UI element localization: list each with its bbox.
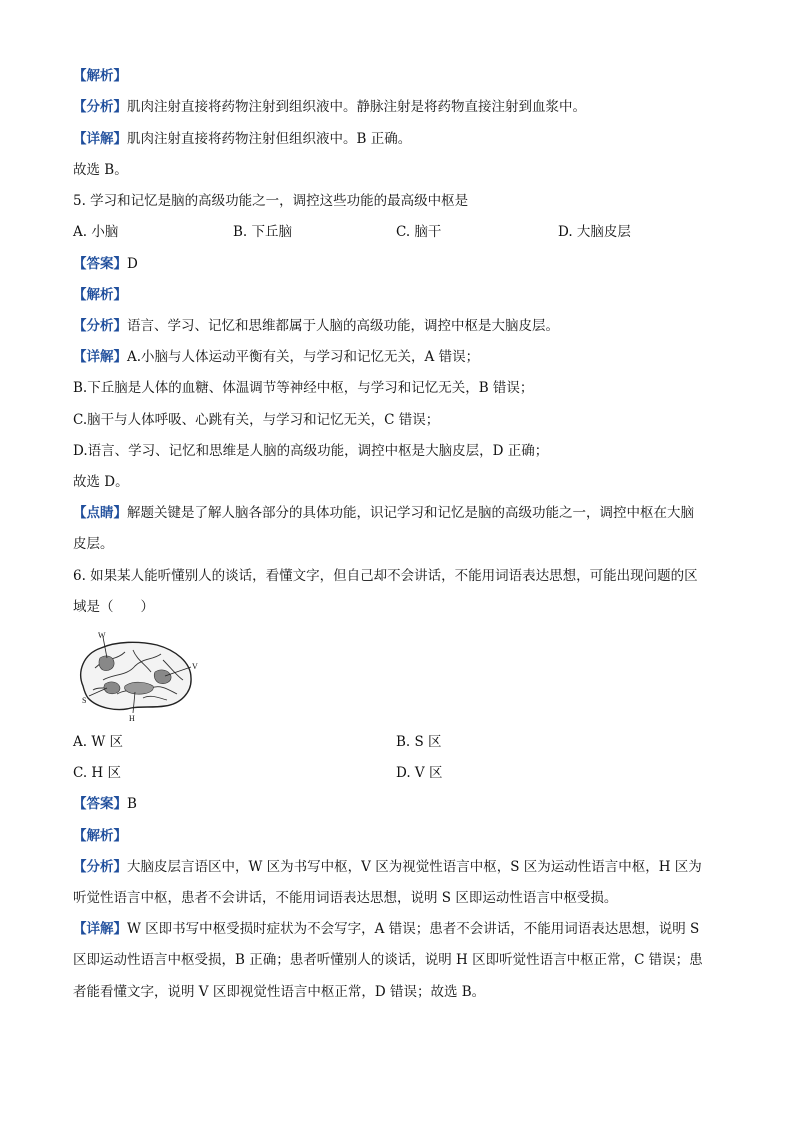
q5-dianjing-line-2: 皮层。: [73, 536, 114, 552]
q5-xiangjie-c: C.脑干与人体呼吸、心跳有关，与学习和记忆无关，C 错误；: [73, 412, 440, 428]
brain-outline: [81, 642, 191, 709]
question-6-stem-line-1: 6. 如果某人能听懂别人的谈话，看懂文字，但自己却不会讲话，不能用词语表达思想，可能出现问题的区: [73, 568, 698, 584]
analysis-xiangjie: 【详解】肌肉注射直接将药物注射但组织液中。B 正确。: [73, 131, 412, 147]
q5-fenxi: 【分析】语言、学习、记忆和思维都属于人脑的高级功能，调控中枢是大脑皮层。: [73, 318, 559, 334]
brain-language-area-figure: [73, 628, 198, 723]
analysis-fenxi: 【分析】肌肉注射直接将药物注射到组织液中。静脉注射是将药物直接注射到血浆中。: [73, 99, 586, 115]
question-6-stem-line-2: 域是（ ）: [73, 599, 154, 615]
q5-option-a: A. 小脑: [73, 224, 119, 240]
q5-xiangjie-b: B.下丘脑是人体的血糖、体温调节等神经中枢，与学习和记忆无关，B 错误；: [73, 380, 534, 396]
q6-analysis-heading: 【解析】: [73, 828, 127, 844]
q5-option-c: C. 脑干: [396, 224, 442, 240]
q5-dianjing-line-1: 【点睛】解题关键是了解人脑各部分的具体功能，识记学习和记忆是脑的高级功能之一，调控中枢在大脑: [73, 505, 694, 521]
analysis-heading: 【解析】: [73, 68, 127, 84]
q6-option-c: C. H 区: [73, 765, 121, 781]
q6-xiangjie-line-3: 者能看懂文字，说明 V 区即视觉性语言中枢正常，D 错误；故选 B。: [73, 984, 486, 1000]
q6-option-b: B. S 区: [396, 734, 442, 750]
q6-option-a: A. W 区: [73, 734, 123, 750]
q5-analysis-heading: 【解析】: [73, 287, 127, 303]
q6-option-d: D. V 区: [396, 765, 443, 781]
q5-option-b: B. 下丘脑: [233, 224, 293, 240]
conclusion-text: 故选 B。: [73, 162, 128, 178]
q5-xiangjie-a: 【详解】A.小脑与人体运动平衡有关，与学习和记忆无关，A 错误；: [73, 349, 480, 365]
brain-illustration: [73, 628, 198, 723]
q5-conclusion: 故选 D。: [73, 474, 129, 490]
label-h: H: [129, 714, 135, 723]
q5-option-d: D. 大脑皮层: [558, 224, 631, 240]
q6-answer: 【答案】B: [73, 796, 137, 812]
question-5-stem: 5. 学习和记忆是脑的高级功能之一，调控这些功能的最高级中枢是: [73, 193, 469, 209]
q6-fenxi-line-1: 【分析】大脑皮层言语区中，W 区为书写中枢，V 区为视觉性语言中枢，S 区为运动性语言中枢，H 区为: [73, 859, 702, 875]
label-v: V: [192, 662, 198, 671]
q5-xiangjie-d: D.语言、学习、记忆和思维是人脑的高级功能，调控中枢是大脑皮层，D 正确；: [73, 443, 549, 459]
q6-fenxi-line-2: 听觉性语言中枢，患者不会讲话，不能用词语表达思想，说明 S 区即运动性语言中枢受损。: [73, 890, 618, 906]
label-s: S: [82, 696, 87, 705]
w-area: [99, 656, 114, 671]
q5-answer: 【答案】D: [73, 256, 138, 272]
h-area: [125, 682, 154, 694]
q6-xiangjie-line-2: 区即运动性语言中枢受损，B 正确；患者听懂别人的谈话，说明 H 区即听觉性语言中枢正常，C 错误；患: [73, 952, 703, 968]
v-area: [154, 670, 171, 684]
q6-xiangjie-line-1: 【详解】W 区即书写中枢受损时症状为不会写字，A 错误；患者不会讲话，不能用词语表达思想，说明 S: [73, 921, 700, 937]
label-w: W: [98, 631, 106, 640]
